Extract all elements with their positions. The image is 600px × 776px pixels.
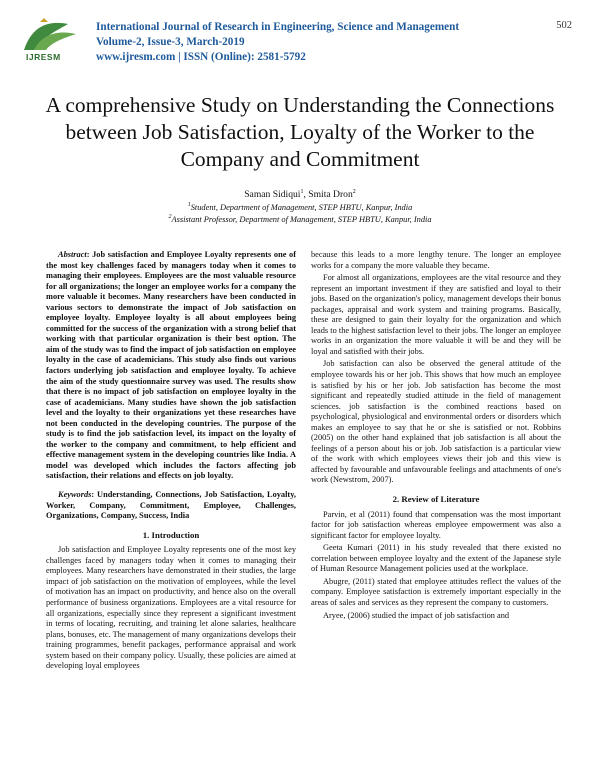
journal-name: International Journal of Research in Engineering, Science and Management [96,21,460,33]
body-paragraph: Geeta Kumari (2011) in his study revealed that there existed no correlation between employee loyalty and the extent of the Japanese style of Human Resource Management policies used at the workplace. [311,543,561,574]
right-column [311,250,561,623]
section-heading-introduction: 1. Introduction [142,529,200,540]
body-paragraph: Parvin, et al (2011) found that compensation was the most important factor for job satisfaction whereas employee empowerment was also a significant factor for employee loyalty. [311,509,561,540]
journal-website[interactable]: www.ijresm.com | ISSN (Online): 2581-5792 [96,51,306,63]
section-heading-review: 2. Review of Literature [392,494,480,505]
body-paragraph: Job satisfaction can also be observed the general attitude of the employee towards his or her job. This shows that how much an employee is satisfied by his or her job. Job satisfaction has become the most significant and repeatedly studied attitude in the field of management sciences. job satisfaction is the combined reactions based on psychological, physiological and environmental orders or disorders which makes an employee to say that he or she is satisfied or not. Robbins (2005) on the other hand explained that job satisfaction is all about the feelings of a person about his or job. Job satisfaction is a particular view of the work with which employees views their job and this view is affected by favourable and unfavourable feelings and attachments of one's work (Newstrom, 2007). [311,359,561,485]
author-name: Smita Dron [308,189,353,201]
affiliation-mark: 1 [187,202,191,208]
journal-header [18,14,584,64]
paper-title: A comprehensive Study on Understanding the Connections between Job Satisfaction, Loyalty of the Worker to the Company and Commitment [45,93,555,171]
affiliation-text: Student, Department of Management, STEP HBTU, Kanpur, India [190,202,413,212]
journal-logo [18,16,82,64]
page-number: 502 [556,20,572,31]
abstract-label: Abstract [58,250,87,259]
keywords [46,490,296,522]
affiliation-mark: 2 [168,214,172,220]
author-mark: 2 [352,189,356,195]
affiliation-text: Assistant Professor, Department of Management, STEP HBTU, Kanpur, India [171,214,432,224]
author-name: Saman Sidiqui [244,189,301,201]
author-mark: 1 [300,189,304,195]
body-paragraph: For almost all organizations, employees are the vital resource and they represent an important investment if they are satisfied and loyal to their jobs. Based on the organization's policy, management develops their bonus packages, appraisal and work system and training programs. Basically, these are designed to gain their loyalty for the organization and which leads to the highest satisfaction level to their jobs. The longer an employee works in an organization the more valuable it will be and they will be loyal and satisfied with their jobs. [311,273,561,356]
affiliation [0,200,600,213]
author-separator: , [303,189,309,201]
author-list [0,186,600,201]
body-paragraph: because this leads to a more lengthy tenure. The longer an employee works for a company the more valuable they became. [311,250,561,270]
abstract-text: : Job satisfaction and Employee Loyalty represents one of the most key challenges faced by managers today when it comes to managing their employees. Employees are the most valuable resource for all organizations; the longer an employee works for a company the more valuable it becomes. Many researchers have been conducted in various sectors to demonstrate the impact of Job satisfaction on employee loyalty. Employee loyalty is all about employees being committed for the success of the organization with a strong belief that working with that particular organization is their best option. The aim of the study was to find the impact of job satisfaction on employee loyalty in the case of academicians. This study also finds out various factors underlying job satisfaction and employee loyalty. To achieve the aim of the study questionnaire survey was used. The results show that there is no impact of job satisfaction on employee loyalty in the case of academicians. Many studies have shown the job satisfaction level and the loyalty to their organizations yet these researches have not been conducted in the developing countries. The purpose of the study is to find the job satisfaction level, its impact on the loyalty of the worker to the company and commitment, to help efficient and effective management system in the developing countries like India. A model was developed which includes the factors affecting job satisfaction, their relations and effects on job loyalty. [46,250,296,481]
keywords-label: Keywords [58,490,92,500]
body-paragraph: Aryee, (2006) studied the impact of job satisfaction and [323,610,510,620]
body-paragraph: Abugre, (2011) stated that employee attitudes reflect the values of the company. Employee satisfaction is extremely important especially in the areas of sales and services as they represent the company to customers. [311,576,561,607]
logo-text: IJRESM [26,52,61,62]
journal-info [96,20,459,65]
journal-volume: Volume-2, Issue-3, March-2019 [96,36,245,48]
left-column [46,250,296,674]
affiliation [0,212,600,225]
abstract [46,250,296,482]
logo-icon [18,16,82,52]
body-paragraph: Job satisfaction and Employee Loyalty represents one of the most key challenges faced by managers today when it comes to managing their employees. Many researchers have demonstrated in their studies, the large impact of job satisfaction on the motivation of employees, while the level of motivation has an impact on productivity, and hence also on the overall performance of business organizations. Employees are a vital resource for all organizations, especially since they represent a significant investment in terms of locating, recruiting, and training let alone salaries, healthcare plans, bonuses, etc. The management of many organizations develops their training programmes, benefit packages, performance appraisal and work system based on their company policy. Usually, these policies are aimed at developing loyal employees [46,545,296,671]
keywords-text: : Understanding, Connections, Job Satisfaction, Loyalty, Worker, Company, Commitment, Employee, Challenges, Organizations, Company, Success, India [46,490,296,521]
